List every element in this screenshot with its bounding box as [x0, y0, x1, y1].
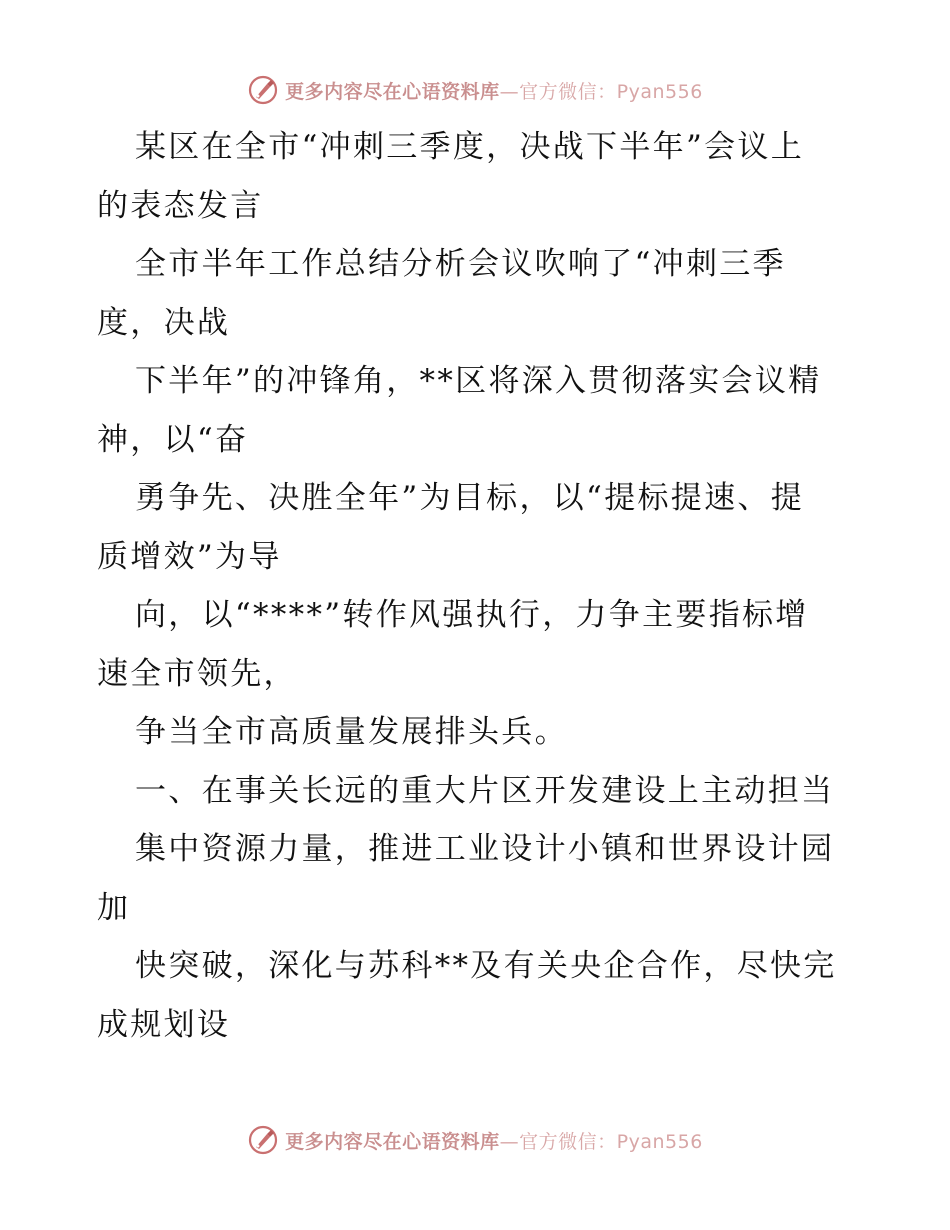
paragraph	[97, 820, 857, 937]
paragraph-continuation: 的表态发言	[97, 187, 264, 224]
paragraph-continuation: 加	[97, 889, 131, 926]
paragraph-continuation: 成规划设	[97, 1006, 231, 1043]
pen-logo-icon	[247, 1124, 279, 1156]
paragraph	[97, 469, 857, 586]
watermark-contact: 官方微信：Pyan556	[519, 80, 703, 103]
paragraph	[97, 586, 857, 703]
paragraph-first-line: 下半年”的冲锋角，**区将深入贯彻落实会议精	[135, 363, 822, 399]
paragraph-first-line: 勇争先、决胜全年”为目标，以“提标提速、提	[135, 480, 804, 516]
section-heading	[97, 762, 857, 821]
paragraph-continuation: 度，决战	[97, 304, 231, 341]
watermark-brand: 更多内容尽在心语资料库	[285, 80, 500, 103]
watermark-dash: —	[499, 1130, 520, 1153]
paragraph	[97, 235, 857, 352]
paragraph	[97, 703, 857, 762]
paragraph-first-line: 集中资源力量，推进工业设计小镇和世界设计园	[135, 831, 835, 867]
document-body	[97, 118, 857, 1054]
watermark-text	[285, 1127, 703, 1154]
header-watermark-banner	[0, 70, 950, 110]
watermark-text	[285, 77, 703, 104]
paragraph-continuation: 质增效”为导	[97, 538, 282, 575]
watermark-brand: 更多内容尽在心语资料库	[285, 1130, 500, 1153]
pen-logo-icon	[247, 74, 279, 106]
paragraph-continuation: 神，以“奋	[97, 421, 249, 458]
paragraph-first-line: 全市半年工作总结分析会议吹响了“冲刺三季	[135, 246, 786, 282]
paragraph-first-line: 争当全市高质量发展排头兵。	[135, 714, 568, 750]
footer-watermark-banner	[0, 1120, 950, 1160]
paragraph-first-line: 某区在全市“冲刺三季度，决战下半年”会议上	[135, 129, 804, 165]
paragraph	[97, 937, 857, 1054]
paragraph-continuation: 速全市领先，	[97, 655, 297, 692]
paragraph	[97, 352, 857, 469]
watermark-contact: 官方微信：Pyan556	[519, 1130, 703, 1153]
paragraph-first-line: 快突破，深化与苏科**及有关央企合作，尽快完	[135, 948, 837, 984]
paragraph-first-line: 一、在事关长远的重大片区开发建设上主动担当	[135, 772, 835, 809]
watermark-dash: —	[499, 80, 520, 103]
paragraph	[97, 118, 857, 235]
paragraph-first-line: 向，以“****”转作风强执行，力争主要指标增	[135, 597, 809, 633]
